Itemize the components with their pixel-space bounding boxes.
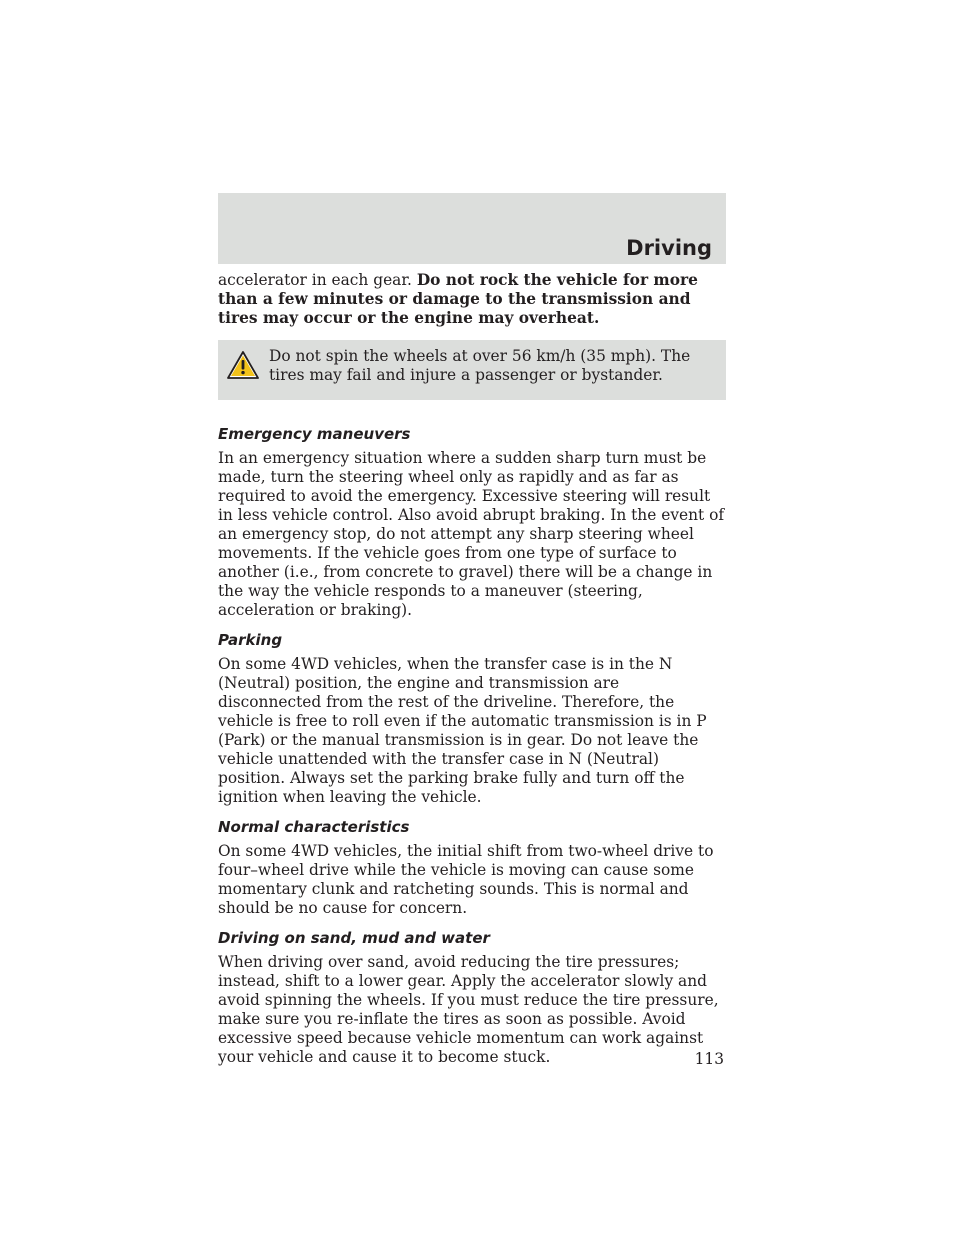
intro-bold-warning: Do not rock the vehicle for more than a few minutes or damage to the transmission and tires may occur or the engine may overheat. (218, 271, 698, 327)
body-emergency-maneuvers: In an emergency situation where a sudden sharp turn must be made, turn the steering wheel only as rapidly and as far as required to avoid the emergency. Excessive steering will result in less vehicle control. Also avoid abrupt braking. In the event of an emergency stop, do not attempt any sharp steering wheel movements. If the vehicle goes from one type of surface to another (i.e., from concrete to gravel) there will be a change in the way the vehicle responds to a maneuver (steering, acceleration or braking). (218, 449, 725, 619)
warning-text: Do not spin the wheels at over 56 km/h (35 mph). The tires may fail and injure a passenger or bystander. (269, 347, 691, 384)
section-title: Driving (626, 236, 712, 260)
heading-emergency-maneuvers: Emergency maneuvers (218, 425, 411, 443)
heading-driving-on-sand: Driving on sand, mud and water (218, 929, 490, 947)
body-driving-on-sand: When driving over sand, avoid reducing the tire pressures; instead, shift to a lower gear. Apply the accelerator slowly and avoid spinning the wheels. If you must reduce the tire pressure, make sure you re-inflate the tires as soon as possible. Avoid excessive speed because vehicle momentum can work against your vehicle and cause it to become stuck. (218, 953, 719, 1066)
section-header-band (218, 193, 726, 264)
heading-normal-characteristics: Normal characteristics (218, 818, 410, 836)
intro-text: accelerator in each gear. (218, 271, 417, 289)
body-parking: On some 4WD vehicles, when the transfer case is in the N (Neutral) position, the engine and transmission are disconnected from the rest of the driveline. Therefore, the vehicle is free to roll even if the automatic transmission is in P (Park) or the manual transmission is in gear. Do not leave the vehicle unattended with the transfer case in N (Neutral) position. Always set the parking brake fully and turn off the ignition when leaving the vehicle. (218, 655, 707, 806)
heading-parking: Parking (218, 631, 283, 649)
page-number: 113 (694, 1050, 724, 1068)
warning-box (218, 340, 726, 400)
warning-triangle-icon (226, 350, 260, 380)
intro-paragraph (218, 271, 726, 328)
body-normal-characteristics: On some 4WD vehicles, the initial shift from two-wheel drive to four–wheel drive while the vehicle is moving can cause some momentary clunk and ratcheting sounds. This is normal and should be no cause for concern. (218, 842, 714, 917)
page-content (218, 271, 726, 1067)
